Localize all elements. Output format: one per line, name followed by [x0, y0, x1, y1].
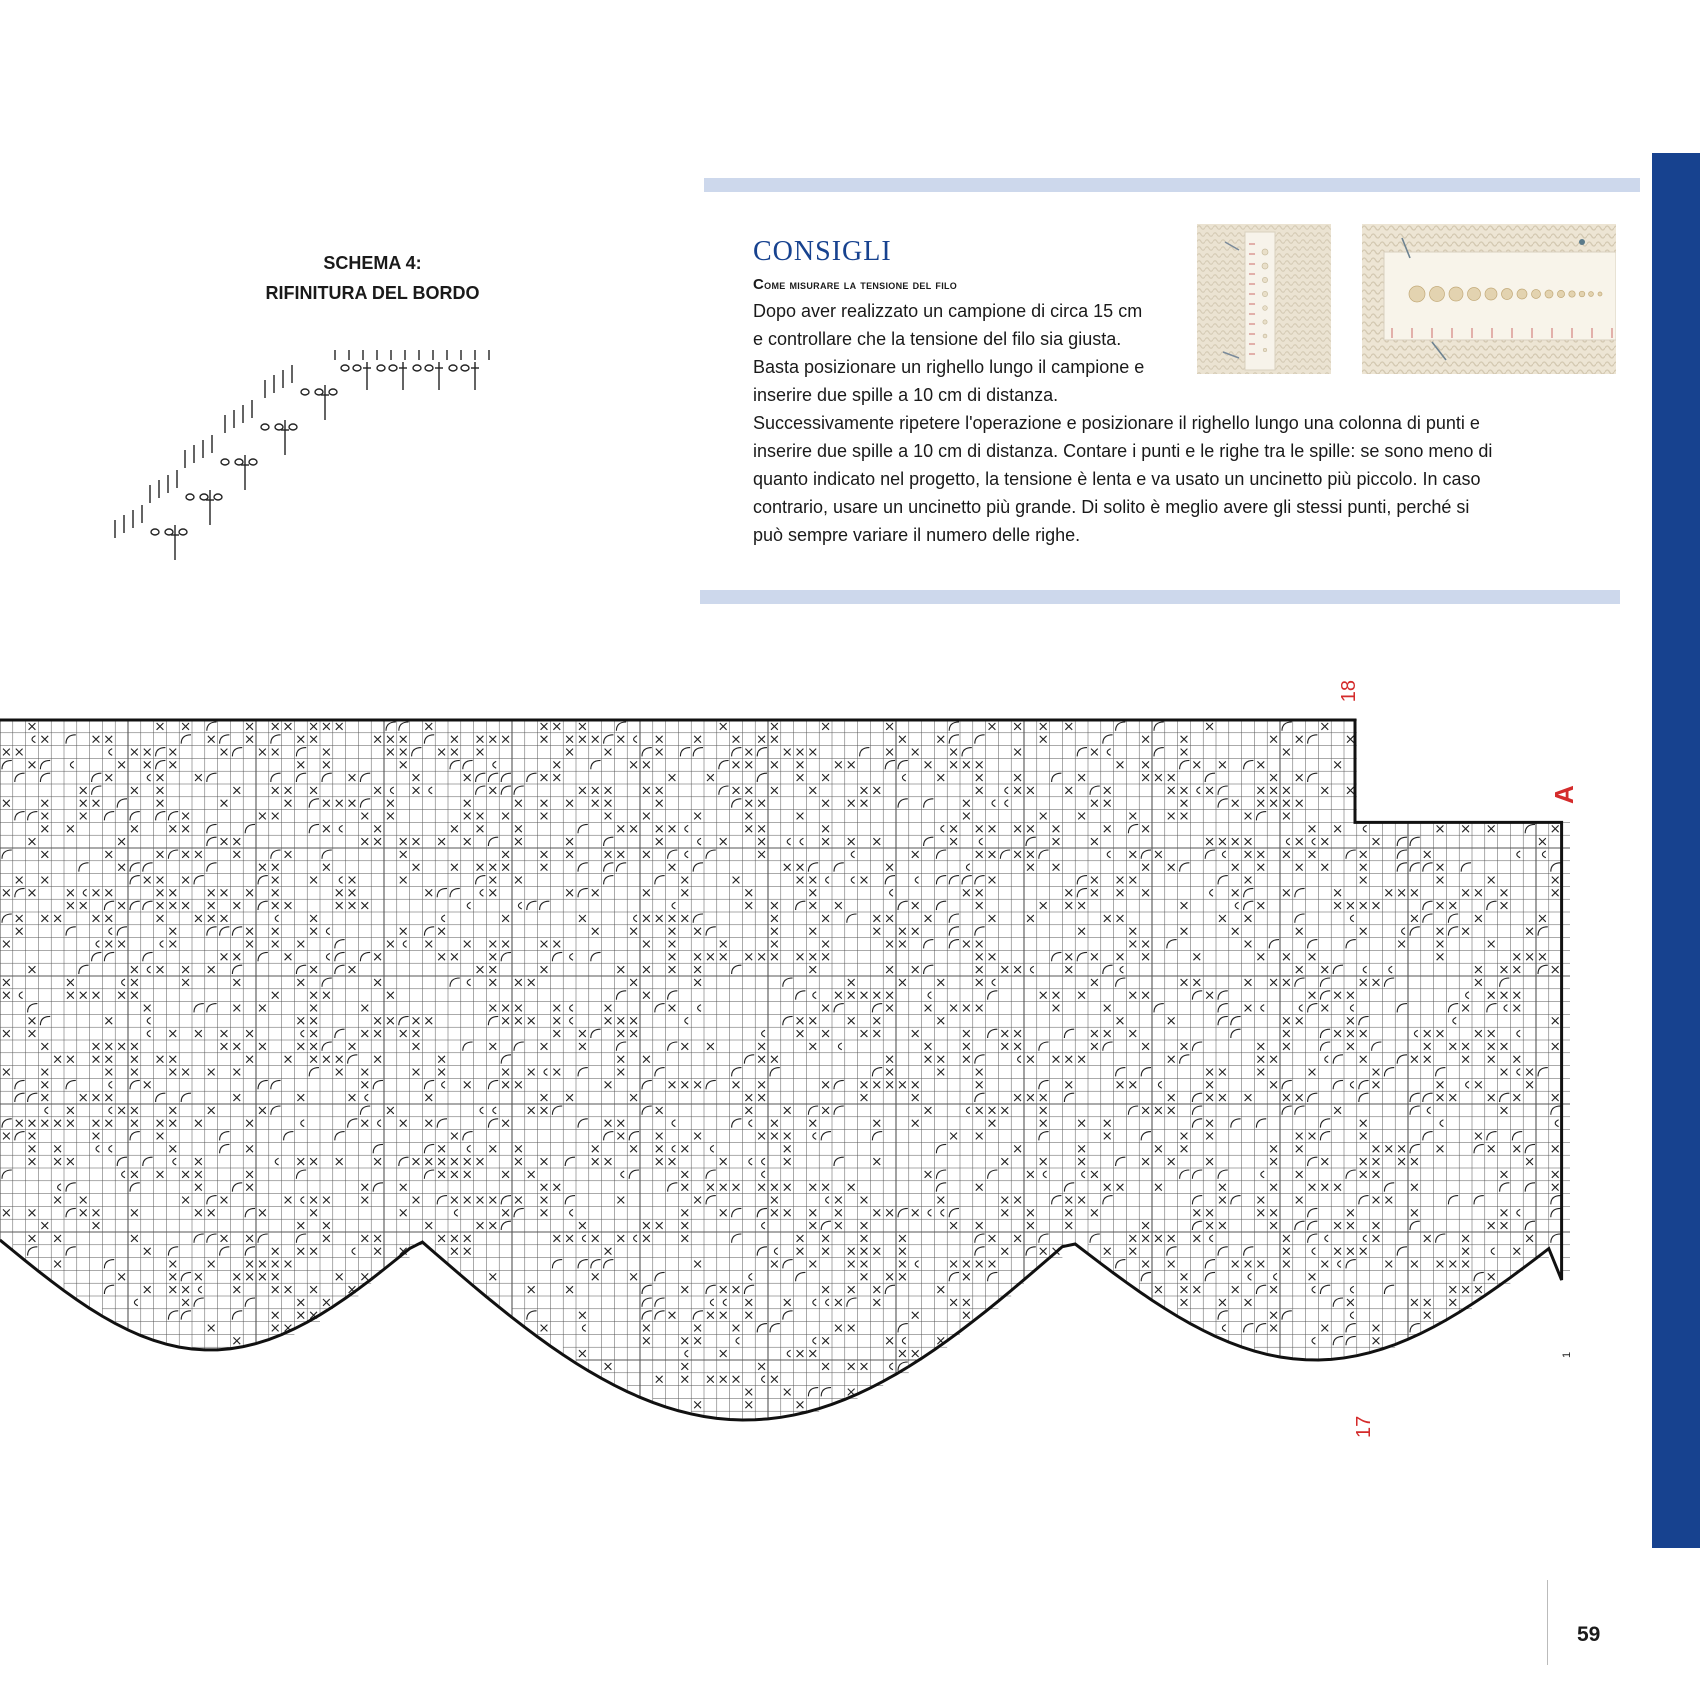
tips-text-line: inserire due spille a 10 cm di distanza. — [753, 385, 1059, 405]
gauge-photo-horizontal-ruler — [1362, 224, 1616, 374]
tips-heading: CONSIGLI — [753, 236, 892, 267]
tips-text-line: Basta posizionare un righello lungo il campione e — [753, 357, 1145, 377]
tips-text-line: Dopo aver realizzato un campione di circa 15 cm — [753, 301, 1143, 321]
border-chart — [0, 680, 1640, 1480]
schema-title — [200, 248, 545, 308]
tips-text-line: Successivamente ripetere l'operazione e posizionare il righello lungo una colonna di punti e — [753, 413, 1480, 433]
chart-marker-a: A — [1549, 785, 1579, 804]
tips-text-line: può sempre variare il numero delle righe. — [753, 525, 1081, 545]
schema-title-line2: RIFINITURA DEL BORDO — [265, 283, 480, 303]
edge-finishing-diagram — [95, 350, 505, 565]
gauge-photo-vertical-ruler — [1197, 224, 1331, 374]
chart-label-top: 18 — [1338, 680, 1360, 703]
schema-title-line1: SCHEMA 4: — [323, 253, 422, 273]
tips-top-rule — [704, 178, 1640, 192]
page-number: 59 — [1577, 1623, 1601, 1646]
chart-label-bottom: 17 — [1353, 1415, 1375, 1438]
border-chart-grid — [0, 680, 1640, 1480]
chart-row-number: 1 — [1561, 1351, 1573, 1358]
tips-text-line: e controllare che la tensione del filo sia giusta. — [753, 329, 1122, 349]
page-number-separator — [1547, 1580, 1548, 1665]
tips-text-line: quanto indicato nel progetto, la tensione è lenta e va usato un uncinetto più piccolo. In caso — [753, 469, 1481, 489]
tips-text-line: inserire due spille a 10 cm di distanza. Contare i punti e le righe tra le spille: se sono meno di — [753, 441, 1493, 461]
tips-bottom-rule — [700, 590, 1620, 604]
blue-side-bar — [1652, 153, 1700, 1548]
tips-text-line: contrario, usare un uncinetto più grande. Di solito è meglio avere gli stessi punti, perché si — [753, 497, 1470, 517]
tips-subheading: Come misurare la tensione del filo — [753, 276, 958, 293]
